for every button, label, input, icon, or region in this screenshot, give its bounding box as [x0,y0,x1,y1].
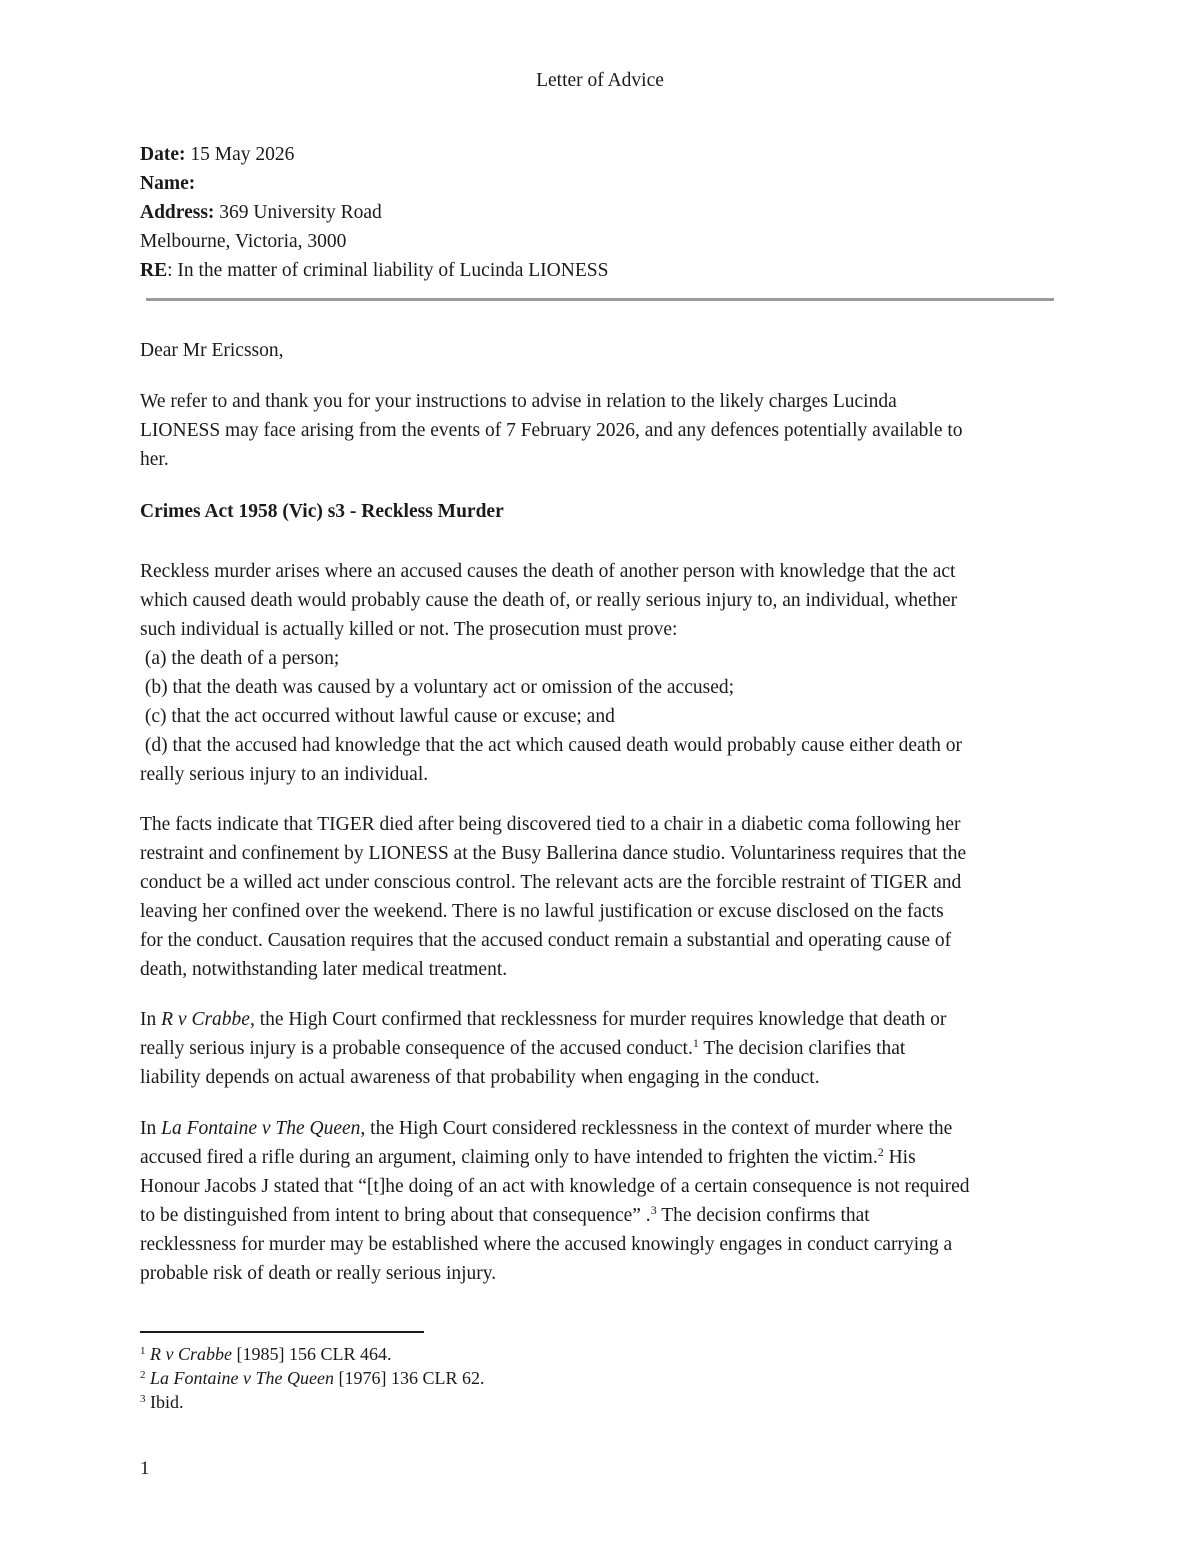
document-title: Letter of Advice [536,70,664,91]
section-heading: Crimes Act 1958 (Vic) s3 - Reckless Murder [140,501,504,522]
intro-line: LIONESS may face arising from the events of 7 February 2026, and any defences potentially available to [140,420,963,441]
date-line [140,140,1060,169]
case-name: La Fontaine v The Queen [150,1368,334,1388]
paragraph-crabbe [140,1005,1065,1092]
list-item: (c) that the act occurred without lawful cause or excuse; and [140,706,615,727]
text: In [140,1009,162,1030]
paragraph-facts [140,810,1065,984]
text: really serious injury is a probable consequence of the accused conduct. [140,1038,693,1059]
case-name: R v Crabbe [150,1344,232,1364]
para-line: which caused death would probably cause the death of, or really serious injury to, an individual, whether [140,590,958,611]
paragraph-la-fontaine [140,1114,1065,1288]
paragraph-elements [140,557,1065,789]
address-label: Address: [140,202,215,223]
page-number: 1 [140,1458,150,1479]
footnote-separator [140,1331,424,1333]
para-line: Honour Jacobs J stated that “[t]he doing of an act with knowledge of a certain consequence is not required [140,1176,970,1197]
address-value: 369 University Road [214,202,382,223]
date-value: 15 May 2026 [185,144,295,165]
date-label: Date: [140,144,186,165]
case-name: La Fontaine v The Queen [161,1118,361,1139]
para-line: probable risk of death or really serious injury. [140,1263,497,1284]
case-name: R v Crabbe [161,1009,250,1030]
para-line: conduct be a willed act under conscious control. The relevant acts are the forcible restraint of TIGER and [140,872,962,893]
intro-paragraph [140,387,1065,474]
re-label: RE [140,260,168,281]
footnotes [140,1342,484,1414]
para-line: recklessness for murder may be established where the accused knowingly engages in conduct carrying a [140,1234,953,1255]
address-line-1 [140,198,1060,227]
text: His [883,1147,916,1168]
footnote-ref[interactable]: 1 [692,1036,699,1050]
citation: [1976] 136 CLR 62. [333,1368,485,1388]
footnote-number: 3 [140,1393,146,1405]
para-line: leaving her confined over the weekend. There is no lawful justification or excuse disclosed on the facts [140,901,944,922]
text: accused fired a rifle during an argument, claiming only to have intended to frighten the victim. [140,1147,878,1168]
citation: Ibid. [145,1392,184,1412]
salutation: Dear Mr Ericsson, [140,340,284,361]
citation: [1985] 156 CLR 464. [231,1344,392,1364]
list-item: (a) the death of a person; [140,648,340,669]
intro-line: her. [140,449,169,470]
list-item: (d) that the accused had knowledge that the act which caused death would probably cause either death or [140,735,962,756]
intro-line: We refer to and thank you for your instructions to advise in relation to the likely charges Lucinda [140,391,897,412]
para-line: really serious injury to an individual. [140,764,429,785]
para-line [140,1201,1065,1230]
text: , the High Court confirmed that recklessness for murder requires knowledge that death or [249,1009,947,1030]
footnote [140,1342,484,1366]
name-line [140,169,1060,198]
para-line: Reckless murder arises where an accused causes the death of another person with knowledge that the act [140,561,956,582]
text: to be distinguished from intent to bring about that consequence” . [140,1205,651,1226]
para-line [140,1034,1065,1063]
para-line [140,1143,1065,1172]
text: The decision clarifies that [698,1038,906,1059]
footnote-ref[interactable]: 3 [650,1203,657,1217]
letter-header [140,140,1060,285]
name-label: Name: [140,173,196,194]
para-line: such individual is actually killed or not. The prosecution must prove: [140,619,678,640]
address-line-2: Melbourne, Victoria, 3000 [140,231,347,252]
re-value: : In the matter of criminal liability of Lucinda LIONESS [167,260,609,281]
header-divider [146,298,1054,301]
text: , the High Court considered recklessness in the context of murder where the [360,1118,953,1139]
footnote [140,1366,484,1390]
para-line: death, notwithstanding later medical treatment. [140,959,508,980]
re-line [140,256,1060,285]
footnote-number: 2 [140,1369,146,1381]
para-line [140,1114,1065,1143]
list-item: (b) that the death was caused by a voluntary act or omission of the accused; [140,677,735,698]
text: In [140,1118,162,1139]
para-line: restraint and confinement by LIONESS at the Busy Ballerina dance studio. Voluntariness requires that the [140,843,967,864]
footnote [140,1390,484,1414]
text: The decision confirms that [656,1205,870,1226]
footnote-number: 1 [140,1345,146,1357]
para-line: liability depends on actual awareness of that probability when engaging in the conduct. [140,1067,820,1088]
footnote-ref[interactable]: 2 [877,1145,884,1159]
para-line: The facts indicate that TIGER died after being discovered tied to a chair in a diabetic coma following her [140,814,961,835]
para-line [140,1005,1065,1034]
para-line: for the conduct. Causation requires that the accused conduct remain a substantial and operating cause of [140,930,952,951]
